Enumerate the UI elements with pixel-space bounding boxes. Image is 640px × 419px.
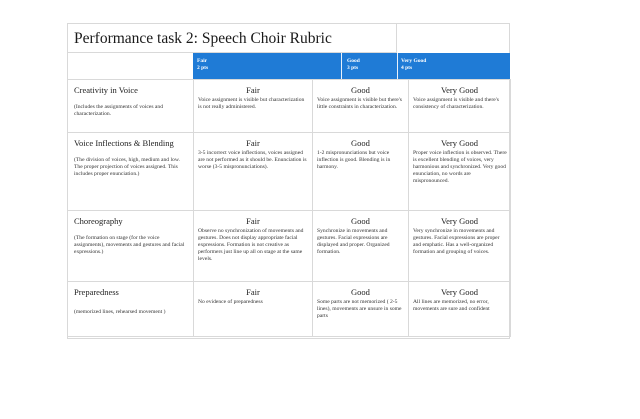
very-good-cell xyxy=(409,80,511,133)
header-fair xyxy=(197,58,208,72)
criterion-cell xyxy=(68,211,194,282)
header-divider xyxy=(397,53,398,79)
level-label: Good xyxy=(351,216,370,226)
fair-cell xyxy=(194,133,313,211)
level-description: 1-2 mispronunciations but voice inflection is good. Blending is in harmony. xyxy=(317,150,391,170)
good-cell xyxy=(313,133,409,211)
table-row xyxy=(68,282,511,337)
level-description: 3-5 incorrect voice inflections, voices assigned are not performed as it should be. Enunciation is worse (3-5 mispronunciations). xyxy=(198,150,307,170)
very-good-cell xyxy=(409,282,511,337)
level-label: Fair xyxy=(246,287,260,297)
level-label: Fair xyxy=(246,216,260,226)
level-label: Good xyxy=(351,138,370,148)
level-description: Voice assignment is visible but there's little constraints in characterization. xyxy=(317,97,402,110)
level-description: Voice assignment is visible and there's consistency of characterization. xyxy=(413,97,499,110)
level-label: Very Good xyxy=(440,216,479,226)
criterion-cell xyxy=(68,282,194,337)
level-description: Very synchronize in movements and gestures. Facial expressions are proper and emphatic. Has a well-organized formation and grouping of voices. xyxy=(413,228,500,255)
criterion-title: Creativity in Voice xyxy=(74,85,138,95)
criterion-cell xyxy=(68,80,194,133)
header-very-good xyxy=(401,58,426,72)
criterion-title: Voice Inflections & Blending xyxy=(74,138,174,148)
criterion-description: (Includes the assignments of voices and characterization. xyxy=(74,104,164,117)
page-title: Performance task 2: Speech Choir Rubric xyxy=(74,30,332,47)
fair-cell xyxy=(194,80,313,133)
level-label: Good xyxy=(351,85,370,95)
criterion-description: (The formation on stage (for the voice assignments), movements and gestures and facial expressions.) xyxy=(74,235,185,255)
very-good-cell xyxy=(409,133,511,211)
criterion-title: Choreography xyxy=(74,216,123,226)
table-row xyxy=(68,80,511,133)
header-divider xyxy=(341,53,342,79)
criterion-title: Preparedness xyxy=(74,287,119,297)
fair-cell xyxy=(194,211,313,282)
header-good-label: Good xyxy=(347,58,360,64)
header-fair-label: Fair xyxy=(197,58,208,64)
criterion-description: (memorized lines, rehearsed movement ) xyxy=(74,309,166,315)
level-label: Good xyxy=(351,287,370,297)
header-good-points: 3 pts xyxy=(347,65,359,71)
criterion-description: (The division of voices, high, medium and low. The proper projection of voices assigned. This includes proper enunciation.) xyxy=(74,157,180,177)
level-description: Proper voice inflection is observed. There is excellent blending of voices, very harmonious and synchronized. Very good enunciation, no words are mispronounced. xyxy=(413,150,507,184)
level-description: Voice assignment is visible but characterization is not really administered. xyxy=(198,97,305,110)
fair-cell xyxy=(194,282,313,337)
level-description: Synchronize in movements and gestures. Facial expressions are displayed and proper. Organized formation. xyxy=(317,228,390,255)
header-fair-points: 2 pts xyxy=(197,65,209,71)
level-label: Fair xyxy=(246,138,260,148)
header-very-good-points: 4 pts xyxy=(401,65,413,71)
level-description: Observe no synchronization of movements and gestures. Does not display appropriate facial expressions. Formation is not creative as performers just line up all on stage at the same levels. xyxy=(198,228,304,262)
header-very-good-label: Very Good xyxy=(401,58,427,64)
criterion-cell xyxy=(68,133,194,211)
level-description: No evidence of preparedness xyxy=(198,299,263,305)
level-label: Very Good xyxy=(440,287,479,297)
level-description: All lines are memorized, no error, movements are sure and confident xyxy=(413,299,490,312)
level-label: Fair xyxy=(246,85,260,95)
table-row xyxy=(68,211,511,282)
table-row xyxy=(68,133,511,211)
header-good xyxy=(347,58,360,72)
level-description: Some parts are not memorized ( 2-5 lines), movements are unsure in some parts xyxy=(317,299,402,319)
very-good-cell xyxy=(409,211,511,282)
good-cell xyxy=(313,282,409,337)
level-label: Very Good xyxy=(440,138,479,148)
good-cell xyxy=(313,211,409,282)
rubric-table xyxy=(67,79,511,337)
level-label: Very Good xyxy=(440,85,479,95)
good-cell xyxy=(313,80,409,133)
